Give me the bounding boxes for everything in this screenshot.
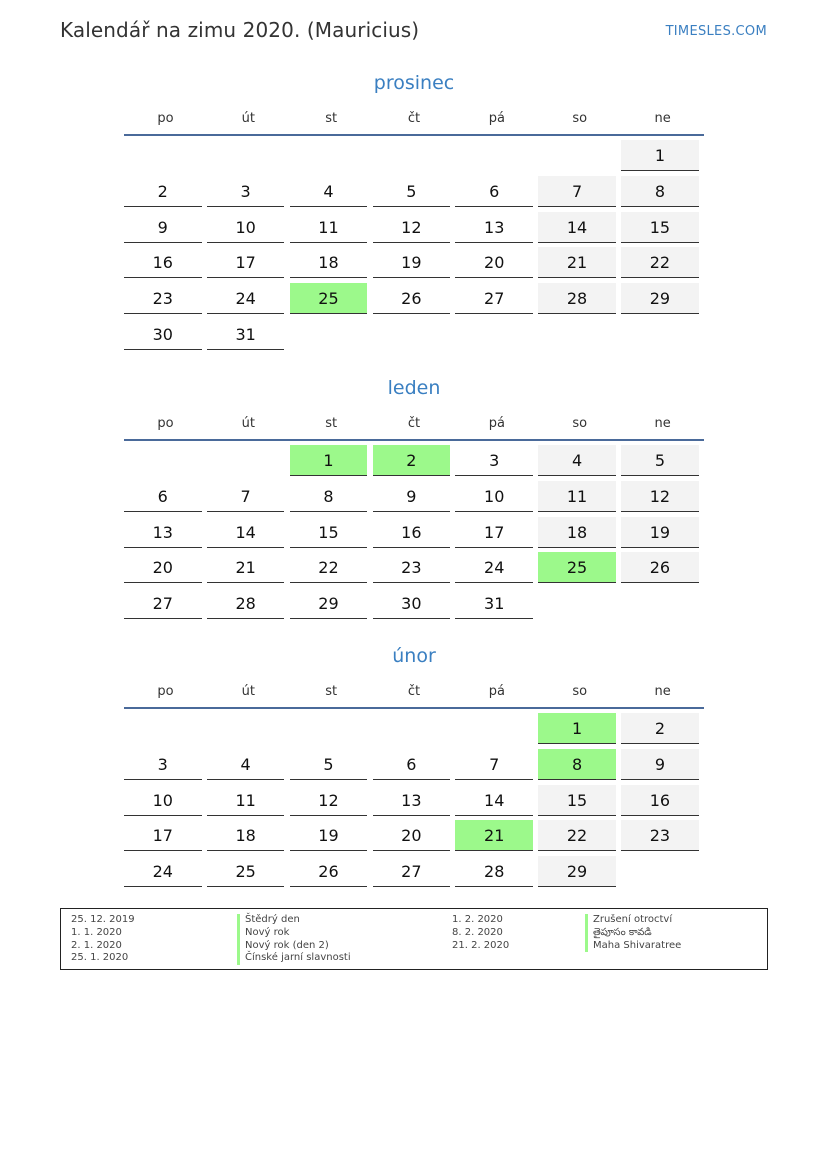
day-cell: 22: [290, 552, 368, 583]
day-cell: 20: [373, 820, 451, 851]
day-cell-weekend: 16: [621, 785, 699, 816]
day-cell: 23: [373, 552, 451, 583]
holiday-legend: [60, 908, 768, 970]
empty-cell: [207, 713, 285, 744]
day-cell: 27: [373, 856, 451, 887]
week-row: [124, 481, 704, 513]
empty-cell: [207, 140, 285, 171]
day-cell: 13: [455, 212, 533, 243]
weekday-label: čt: [407, 416, 421, 431]
weekday-label: pá: [488, 416, 505, 431]
day-cell: 29: [290, 588, 368, 619]
day-cell: 20: [124, 552, 202, 583]
day-cell: 12: [290, 785, 368, 816]
week-row: [124, 283, 704, 315]
day-cell: 24: [207, 283, 285, 314]
day-cell: 24: [124, 856, 202, 887]
empty-cell: [538, 140, 616, 171]
day-grid: [124, 441, 704, 620]
week-row: [124, 713, 704, 745]
legend-holiday-name: Nový rok: [237, 927, 351, 940]
empty-cell: [290, 319, 368, 350]
day-cell: 17: [455, 517, 533, 548]
day-cell: 13: [124, 517, 202, 548]
day-cell: 13: [373, 785, 451, 816]
day-grid: [124, 136, 704, 351]
month-calendar: [124, 68, 704, 355]
day-cell: 8: [290, 481, 368, 512]
week-row: [124, 212, 704, 244]
day-cell: 23: [124, 283, 202, 314]
week-row: [124, 785, 704, 817]
day-cell: 10: [207, 212, 285, 243]
day-cell: 11: [207, 785, 285, 816]
day-cell-weekend: 9: [621, 749, 699, 780]
day-cell: 28: [207, 588, 285, 619]
empty-cell: [621, 319, 699, 350]
day-cell: 17: [207, 247, 285, 278]
day-cell: 10: [124, 785, 202, 816]
day-cell-weekend: 28: [538, 283, 616, 314]
day-cell: 27: [124, 588, 202, 619]
empty-cell: [373, 319, 451, 350]
day-cell: 6: [373, 749, 451, 780]
weekday-label: po: [157, 111, 174, 126]
page-title: Kalendář na zimu 2020. (Mauricius): [60, 18, 420, 42]
empty-cell: [621, 856, 699, 887]
day-cell: 4: [207, 749, 285, 780]
weekday-label: pá: [488, 684, 505, 699]
week-row: [124, 247, 704, 279]
day-cell: 3: [207, 176, 285, 207]
day-cell-weekend: 2: [621, 713, 699, 744]
weekday-header: [124, 104, 704, 136]
legend-holiday-name: Zrušení otroctví: [585, 914, 681, 927]
day-cell: 28: [455, 856, 533, 887]
day-cell: 9: [373, 481, 451, 512]
day-cell-weekend: 19: [621, 517, 699, 548]
day-cell: 18: [290, 247, 368, 278]
day-cell-holiday: 1: [538, 713, 616, 744]
day-cell: 30: [124, 319, 202, 350]
legend-date: 25. 1. 2020: [71, 952, 129, 964]
month-title: únor: [392, 645, 436, 667]
empty-cell: [290, 140, 368, 171]
day-cell-holiday: 25: [290, 283, 368, 314]
day-cell: 15: [290, 517, 368, 548]
legend-names-right: [585, 914, 681, 952]
weekday-label: pá: [488, 111, 505, 126]
day-cell: 17: [124, 820, 202, 851]
day-cell-weekend: 15: [538, 785, 616, 816]
day-grid: [124, 709, 704, 888]
legend-names-left: [237, 914, 351, 965]
week-row: [124, 140, 704, 172]
weekday-header: [124, 409, 704, 441]
day-cell-weekend: 8: [621, 176, 699, 207]
legend-date: 2. 1. 2020: [71, 939, 122, 951]
day-cell: 25: [207, 856, 285, 887]
day-cell-weekend: 4: [538, 445, 616, 476]
legend-dates-right: [452, 914, 509, 952]
day-cell-weekend: 12: [621, 481, 699, 512]
day-cell-weekend: 11: [538, 481, 616, 512]
empty-cell: [455, 713, 533, 744]
day-cell-weekend: 22: [538, 820, 616, 851]
weekday-label: st: [325, 111, 338, 126]
day-cell: 14: [455, 785, 533, 816]
day-cell: 12: [373, 212, 451, 243]
empty-cell: [124, 140, 202, 171]
day-cell: 7: [207, 481, 285, 512]
legend-holiday-name: Nový rok (den 2): [237, 940, 351, 953]
empty-cell: [290, 713, 368, 744]
week-row: [124, 820, 704, 852]
day-cell-holiday: 8: [538, 749, 616, 780]
day-cell: 3: [124, 749, 202, 780]
day-cell-holiday: 1: [290, 445, 368, 476]
empty-cell: [455, 140, 533, 171]
weekday-label: po: [157, 684, 174, 699]
weekday-label: ne: [654, 684, 671, 699]
week-row: [124, 319, 704, 351]
day-cell: 5: [373, 176, 451, 207]
empty-cell: [124, 445, 202, 476]
weekday-label: st: [325, 416, 338, 431]
empty-cell: [538, 588, 616, 619]
weekday-label: ne: [654, 416, 671, 431]
weekday-header: [124, 677, 704, 709]
legend-holiday-name: Štědrý den: [237, 914, 351, 927]
day-cell: 3: [455, 445, 533, 476]
day-cell-holiday: 21: [455, 820, 533, 851]
day-cell: 6: [124, 481, 202, 512]
day-cell-weekend: 1: [621, 140, 699, 171]
day-cell: 16: [124, 247, 202, 278]
weekday-label: so: [572, 111, 588, 126]
day-cell: 14: [207, 517, 285, 548]
week-row: [124, 176, 704, 208]
day-cell: 27: [455, 283, 533, 314]
day-cell: 30: [373, 588, 451, 619]
week-row: [124, 517, 704, 549]
month-calendar: [124, 373, 704, 624]
day-cell-weekend: 7: [538, 176, 616, 207]
day-cell: 11: [290, 212, 368, 243]
day-cell-weekend: 14: [538, 212, 616, 243]
day-cell-weekend: 23: [621, 820, 699, 851]
week-row: [124, 856, 704, 888]
day-cell: 21: [207, 552, 285, 583]
legend-holiday-name: తైపూసం కావడి: [585, 927, 681, 940]
weekday-label: so: [572, 684, 588, 699]
day-cell: 6: [455, 176, 533, 207]
day-cell: 19: [373, 247, 451, 278]
empty-cell: [621, 588, 699, 619]
day-cell: 5: [290, 749, 368, 780]
day-cell: 20: [455, 247, 533, 278]
empty-cell: [124, 713, 202, 744]
legend-date: 1. 1. 2020: [71, 926, 122, 938]
month-calendar: [124, 641, 704, 892]
day-cell: 24: [455, 552, 533, 583]
weekday-label: út: [241, 684, 255, 699]
legend-holiday-name: Čínské jarní slavnosti: [237, 952, 351, 965]
weekday-label: čt: [407, 111, 421, 126]
week-row: [124, 749, 704, 781]
day-cell-weekend: 29: [538, 856, 616, 887]
day-cell: 18: [207, 820, 285, 851]
legend-date: 25. 12. 2019: [71, 914, 135, 925]
day-cell: 9: [124, 212, 202, 243]
day-cell-weekend: 5: [621, 445, 699, 476]
day-cell-weekend: 29: [621, 283, 699, 314]
legend-holiday-name: Maha Shivaratree: [585, 940, 681, 953]
weekday-label: st: [325, 684, 338, 699]
day-cell: 10: [455, 481, 533, 512]
day-cell-weekend: 21: [538, 247, 616, 278]
day-cell: 19: [290, 820, 368, 851]
legend-date: 1. 2. 2020: [452, 914, 503, 925]
empty-cell: [207, 445, 285, 476]
empty-cell: [455, 319, 533, 350]
brand-link[interactable]: TIMESLES.COM: [665, 24, 767, 39]
weekday-label: út: [241, 416, 255, 431]
day-cell-weekend: 15: [621, 212, 699, 243]
weekday-label: ne: [654, 111, 671, 126]
day-cell: 7: [455, 749, 533, 780]
day-cell: 26: [290, 856, 368, 887]
weekday-label: čt: [407, 684, 421, 699]
day-cell: 26: [373, 283, 451, 314]
day-cell: 31: [455, 588, 533, 619]
legend-date: 21. 2. 2020: [452, 939, 510, 951]
day-cell: 16: [373, 517, 451, 548]
empty-cell: [373, 713, 451, 744]
month-title: leden: [387, 377, 441, 399]
week-row: [124, 588, 704, 620]
weekday-label: so: [572, 416, 588, 431]
day-cell-weekend: 26: [621, 552, 699, 583]
day-cell-holiday: 25: [538, 552, 616, 583]
empty-cell: [373, 140, 451, 171]
day-cell: 2: [124, 176, 202, 207]
weekday-label: út: [241, 111, 255, 126]
day-cell-weekend: 22: [621, 247, 699, 278]
weekday-label: po: [157, 416, 174, 431]
day-cell-holiday: 2: [373, 445, 451, 476]
empty-cell: [538, 319, 616, 350]
month-title: prosinec: [373, 72, 455, 94]
day-cell-weekend: 18: [538, 517, 616, 548]
week-row: [124, 552, 704, 584]
week-row: [124, 445, 704, 477]
day-cell: 4: [290, 176, 368, 207]
legend-dates-left: [71, 914, 135, 965]
day-cell: 31: [207, 319, 285, 350]
legend-date: 8. 2. 2020: [452, 926, 503, 938]
